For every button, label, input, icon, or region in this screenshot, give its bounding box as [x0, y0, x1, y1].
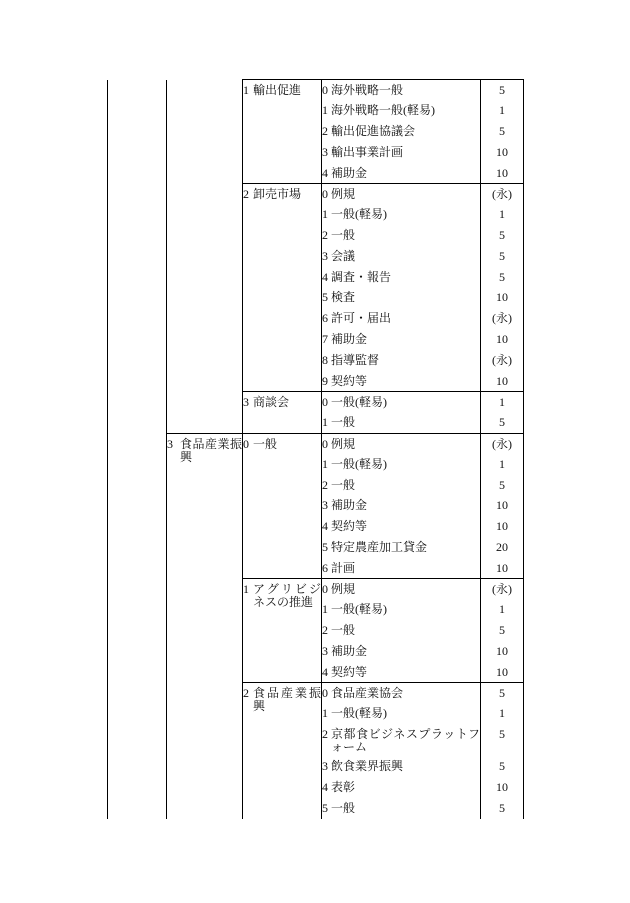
group-cell: [243, 80, 322, 184]
retention-period: 10: [481, 516, 524, 537]
retention-period: 1: [481, 599, 524, 620]
item-name: 例規: [331, 582, 356, 597]
group-name: 一般: [253, 436, 278, 451]
item-name: 契約等: [331, 373, 368, 388]
item-number: 2: [322, 727, 328, 742]
retention-period: (永): [481, 579, 524, 600]
item-cell: [322, 454, 481, 475]
retention-period: 5: [481, 80, 524, 101]
retention-period: 1: [481, 454, 524, 475]
item-name: 一般(軽易): [331, 207, 387, 222]
item-name: 表彰: [331, 780, 356, 794]
item-name: 指導監督: [331, 352, 380, 367]
item-number: 1: [322, 602, 328, 617]
item-number: 0: [322, 436, 328, 451]
item-number: 8: [322, 352, 328, 367]
retention-period: 1: [481, 100, 524, 121]
item-number: 0: [322, 186, 328, 201]
item-number: 1: [322, 706, 328, 721]
item-name: 海外戦略一般: [331, 83, 404, 97]
item-name: 検査: [331, 290, 356, 305]
item-name: 輸出促進協議会: [331, 124, 416, 139]
item-name: 一般: [331, 228, 356, 243]
retention-period: (永): [481, 350, 524, 371]
item-number: 3: [322, 144, 328, 159]
item-name: 一般: [331, 477, 356, 492]
item-name: 一般(軽易): [331, 602, 387, 617]
item-cell: [322, 433, 481, 454]
retention-period: 1: [481, 703, 524, 724]
item-name: 輸出事業計画: [331, 144, 404, 159]
item-name: 一般(軽易): [331, 706, 387, 721]
group-name: 輸出促進: [253, 83, 302, 97]
retention-period: 10: [481, 142, 524, 163]
item-cell: [322, 495, 481, 516]
group-number: 2: [243, 186, 249, 201]
item-cell: [322, 516, 481, 537]
retention-period: (永): [481, 308, 524, 329]
item-cell: [322, 724, 481, 756]
item-number: 0: [322, 394, 328, 409]
item-number: 5: [322, 540, 328, 555]
item-cell: [322, 329, 481, 350]
retention-period: 5: [481, 412, 524, 433]
item-cell: [322, 308, 481, 329]
item-cell: [322, 287, 481, 308]
group-name: 食品産業振興: [253, 686, 321, 714]
retention-period: 1: [481, 204, 524, 225]
item-number: 0: [322, 83, 328, 97]
retention-period: (永): [481, 183, 524, 204]
item-cell: [322, 641, 481, 662]
item-number: 4: [322, 165, 328, 180]
group-number: 3: [243, 394, 249, 409]
item-number: 2: [322, 228, 328, 243]
item-number: 4: [322, 664, 328, 679]
item-cell: [322, 475, 481, 496]
item-name: 補助金: [331, 644, 368, 659]
item-cell: [322, 662, 481, 683]
item-name: 補助金: [331, 165, 368, 180]
subcategory-cell-continued: [167, 80, 243, 434]
retention-schedule-table: [107, 79, 524, 819]
group-name: 商談会: [253, 394, 290, 409]
item-cell: [322, 777, 481, 798]
item-cell: [322, 80, 481, 101]
group-number: 1: [243, 83, 249, 97]
item-name: 一般(軽易): [331, 456, 387, 471]
item-number: 2: [322, 477, 328, 492]
retention-period: 5: [481, 620, 524, 641]
item-name: 一般(軽易): [331, 394, 387, 409]
retention-period: 5: [481, 683, 524, 704]
item-name: 契約等: [331, 519, 368, 534]
item-name: 一般: [331, 800, 356, 815]
group-cell: [243, 683, 322, 819]
item-number: 1: [322, 456, 328, 471]
item-name: 海外戦略一般(軽易): [331, 103, 435, 118]
retention-period: 5: [481, 724, 524, 756]
retention-period: 5: [481, 267, 524, 288]
item-cell: [322, 142, 481, 163]
item-number: 7: [322, 332, 328, 347]
group-name: アグリビジネスの推進: [253, 582, 321, 610]
retention-period: 10: [481, 777, 524, 798]
item-cell: [322, 683, 481, 704]
item-cell: [322, 204, 481, 225]
retention-period: 10: [481, 558, 524, 579]
item-cell: [322, 100, 481, 121]
item-cell: [322, 599, 481, 620]
retention-period: 10: [481, 371, 524, 392]
item-cell: [322, 183, 481, 204]
retention-period: 1: [481, 391, 524, 412]
item-name: 例規: [331, 436, 356, 451]
retention-period: 5: [481, 246, 524, 267]
item-number: 9: [322, 373, 328, 388]
item-number: 3: [322, 644, 328, 659]
retention-period: 5: [481, 756, 524, 777]
item-name: 契約等: [331, 664, 368, 679]
retention-period: 10: [481, 163, 524, 184]
retention-period: 10: [481, 287, 524, 308]
group-cell: [243, 579, 322, 683]
item-number: 1: [322, 207, 328, 222]
item-name: 飲食業界振興: [331, 759, 404, 774]
retention-period: 5: [481, 798, 524, 819]
item-name: 会議: [331, 248, 356, 263]
item-name: 一般: [331, 623, 356, 638]
group-number: 2: [243, 686, 249, 701]
retention-period: 10: [481, 641, 524, 662]
item-cell: [322, 579, 481, 600]
item-cell: [322, 121, 481, 142]
subcategory-cell: [167, 433, 243, 819]
item-cell: [322, 371, 481, 392]
item-name: 補助金: [331, 498, 368, 513]
group-cell: [243, 391, 322, 433]
item-name: 調査・報告: [331, 269, 392, 284]
item-number: 4: [322, 519, 328, 534]
item-number: 1: [322, 415, 328, 430]
table-row: [108, 80, 524, 101]
retention-period: (永): [481, 433, 524, 454]
subcategory-number: 3: [167, 436, 173, 451]
retention-period: 10: [481, 329, 524, 350]
item-number: 0: [322, 582, 328, 597]
item-name: 一般: [331, 415, 356, 430]
item-number: 6: [322, 311, 328, 326]
group-number: 0: [243, 436, 249, 451]
retention-period: 5: [481, 121, 524, 142]
item-cell: [322, 703, 481, 724]
item-cell: [322, 620, 481, 641]
group-cell: [243, 183, 322, 391]
item-name: 許可・届出: [331, 311, 392, 326]
retention-period: 10: [481, 662, 524, 683]
item-cell: [322, 412, 481, 433]
item-number: 6: [322, 560, 328, 575]
item-cell: [322, 798, 481, 819]
retention-period: 5: [481, 475, 524, 496]
item-number: 1: [322, 103, 328, 118]
item-number: 3: [322, 759, 328, 774]
item-cell: [322, 756, 481, 777]
item-cell: [322, 350, 481, 371]
item-cell: [322, 225, 481, 246]
item-number: 3: [322, 248, 328, 263]
item-number: 4: [322, 269, 328, 284]
item-number: 2: [322, 623, 328, 638]
item-name: 特定農産加工貸金: [331, 540, 428, 555]
item-name: 補助金: [331, 332, 368, 347]
item-number: 5: [322, 290, 328, 305]
item-name: 京都食ビジネスプラットフォーム: [331, 727, 480, 755]
item-number: 0: [322, 686, 328, 701]
retention-period: 10: [481, 495, 524, 516]
item-cell: [322, 537, 481, 558]
item-cell: [322, 163, 481, 184]
retention-period: 5: [481, 225, 524, 246]
item-cell: [322, 246, 481, 267]
group-name: 卸売市場: [253, 186, 302, 201]
item-number: 4: [322, 780, 328, 794]
item-cell: [322, 558, 481, 579]
group-cell: [243, 433, 322, 579]
subcategory-name: 食品産業振興: [180, 436, 242, 464]
item-name: 計画: [331, 560, 356, 575]
item-number: 2: [322, 124, 328, 139]
table-row: [108, 433, 524, 454]
item-name: 食品産業協会: [331, 686, 404, 701]
item-name: 例規: [331, 186, 356, 201]
item-cell: [322, 391, 481, 412]
item-number: 3: [322, 498, 328, 513]
category-column: [108, 80, 167, 819]
item-cell: [322, 267, 481, 288]
group-number: 1: [243, 582, 249, 597]
item-number: 5: [322, 800, 328, 815]
retention-period: 20: [481, 537, 524, 558]
